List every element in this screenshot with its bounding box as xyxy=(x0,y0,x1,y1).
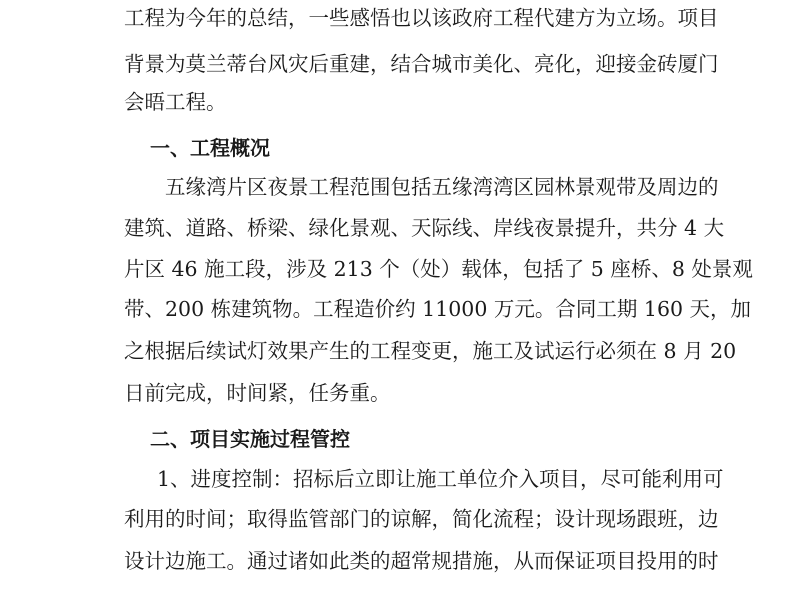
section-1-line-5: 之根据后续试灯效果产生的工程变更，施工及试运行必须在 8 月 20 xyxy=(124,339,737,363)
intro-line-2: 背景为莫兰蒂台风灾后重建，结合城市美化、亮化，迎接金砖厦门 xyxy=(124,52,719,76)
section-1-line-3: 片区 46 施工段，涉及 213 个（处）载体，包括了 5 座桥、8 处景观 xyxy=(124,257,753,281)
intro-line-1: 工程为今年的总结，一些感悟也以该政府工程代建方为立场。项目 xyxy=(124,6,719,30)
section-1-line-1: 五缘湾片区夜景工程范围包括五缘湾湾区园林景观带及周边的 xyxy=(165,175,719,199)
section-1-line-2: 建筑、道路、桥梁、绿化景观、天际线、岸线夜景提升，共分 4 大 xyxy=(124,216,725,240)
section-2-heading: 二、项目实施过程管控 xyxy=(150,427,350,451)
section-1-heading: 一、工程概况 xyxy=(150,136,270,160)
section-2-line-2: 利用的时间；取得监管部门的谅解，简化流程；设计现场跟班，边 xyxy=(124,507,719,531)
section-2-line-3: 设计边施工。通过诸如此类的超常规措施，从而保证项目投用的时 xyxy=(124,549,719,573)
section-2-line-1: 1、进度控制：招标后立即让施工单位介入项目，尽可能利用可 xyxy=(157,467,724,491)
intro-line-3: 会晤工程。 xyxy=(124,90,227,114)
section-1-line-4: 带、200 栋建筑物。工程造价约 11000 万元。合同工期 160 天，加 xyxy=(124,297,752,321)
section-1-line-6: 日前完成，时间紧，任务重。 xyxy=(124,381,391,405)
